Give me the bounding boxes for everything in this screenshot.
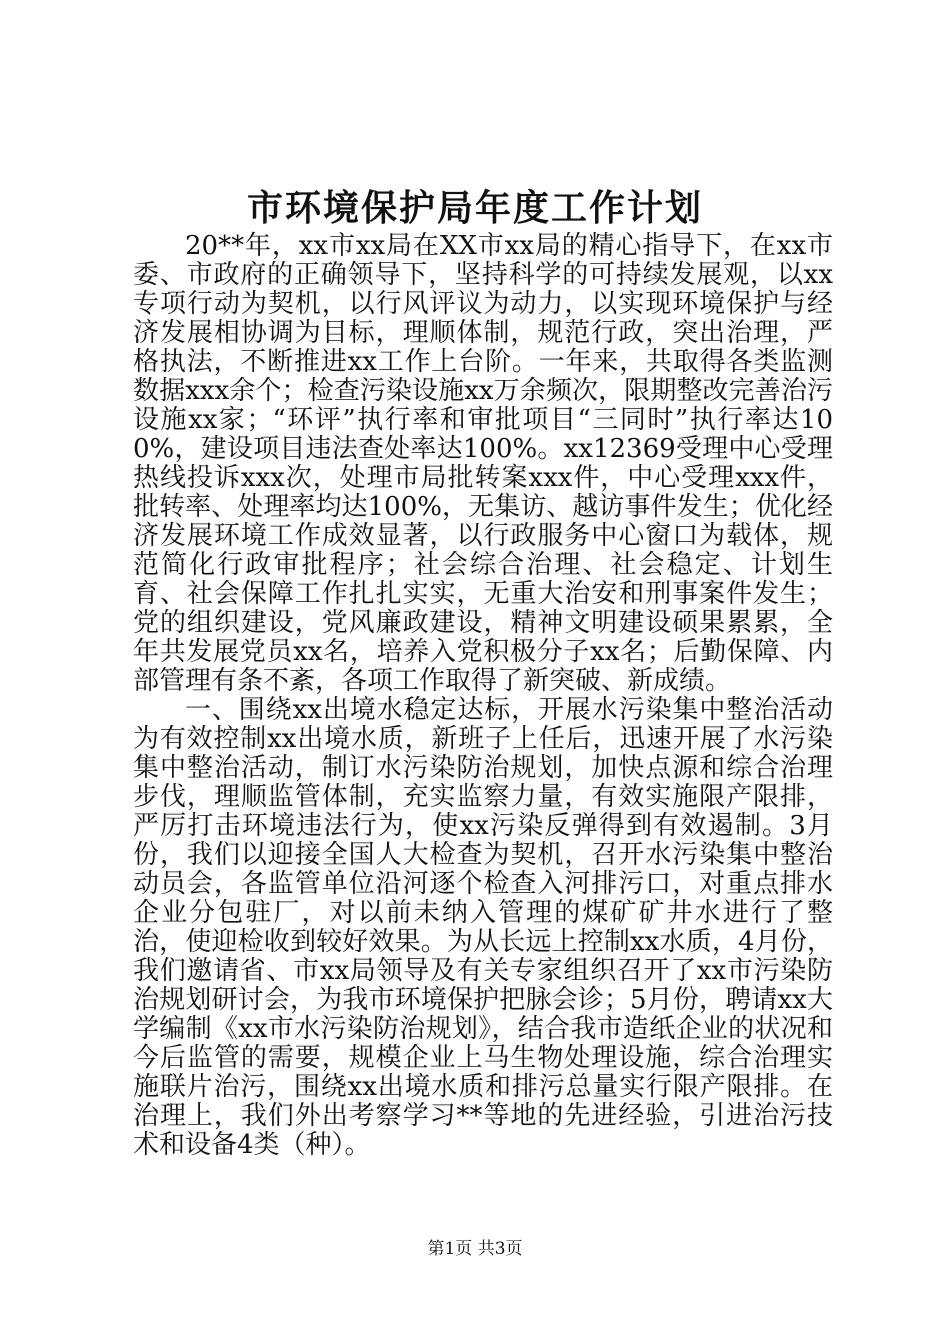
body-paragraph-1: 20**年，xx市xx局在XX市xx局的精心指导下，在xx市委、市政府的正确领导下，坚持科学的可持续发展观，以xx专项行动为契机，以行风评议为动力，以实现环境保护与经济发展相协调为目标，理顺体制，规范行政，突出治理，严格执法，不断推进xx工作上台阶。一年来，共取得各类监测数据xxx余个；检查污染设施xx万余频次，限期整改完善治污设施xx家；“环评”执行率和审批项目“三同时”执行率达100%，建设项目违法查处率达100%。xx12369受理中心受理热线投诉xxx次，处理市局批转案xxx件，中心受理xxx件，批转率、处理率均达100%，无集访、越访事件发生；优化经济发展环境工作成效显著，以行政服务中心窗口为载体，规范简化行政审批程序；社会综合治理、社会稳定、计划生育、社会保障工作扎扎实实，无重大治安和刑事案件发生；党的组织建设，党风廉政建设，精神文明建设硕果累累，全年共发展党员xx名，培养入党积极分子xx名；后勤保障、内部管理有条不紊，各项工作取得了新突破、新成绩。 <box>133 231 833 696</box>
document-title: 市环境保护局年度工作计划 <box>246 187 703 229</box>
document-body <box>133 232 833 1160</box>
body-paragraph-2: 一、围绕xx出境水稳定达标，开展水污染集中整治活动为有效控制xx出境水质，新班子上任后，迅速开展了水污染集中整治活动，制订水污染防治规划，加快点源和综合治理步伐，理顺监管体制，充实监察力量，有效实施限产限排，严厉打击环境违法行为，使xx污染反弹得到有效遏制。3月份，我们以迎接全国人大检查为契机，召开水污染集中整治动员会，各监管单位沿河逐个检查入河排污口，对重点排水企业分包驻厂，对以前未纳入管理的煤矿矿井水进行了整治，使迎检收到较好效果。为从长远上控制xx水质，4月份，我们邀请省、市xx局领导及有关专家组织召开了xx市污染防治规划研讨会，为我市环境保护把脉会诊；5月份，聘请xx大学编制《xx市水污染防治规划》，结合我市造纸企业的状况和今后监管的需要，规模企业上马生物处理设施，综合治理实施联片治污，围绕xx出境水质和排污总量实行限产限排。在治理上，我们外出考察学习**等地的先进经验，引进治污技术和设备4类（种）。 <box>133 695 833 1160</box>
page-number-footer: 第1页 共3页 <box>427 1239 523 1259</box>
